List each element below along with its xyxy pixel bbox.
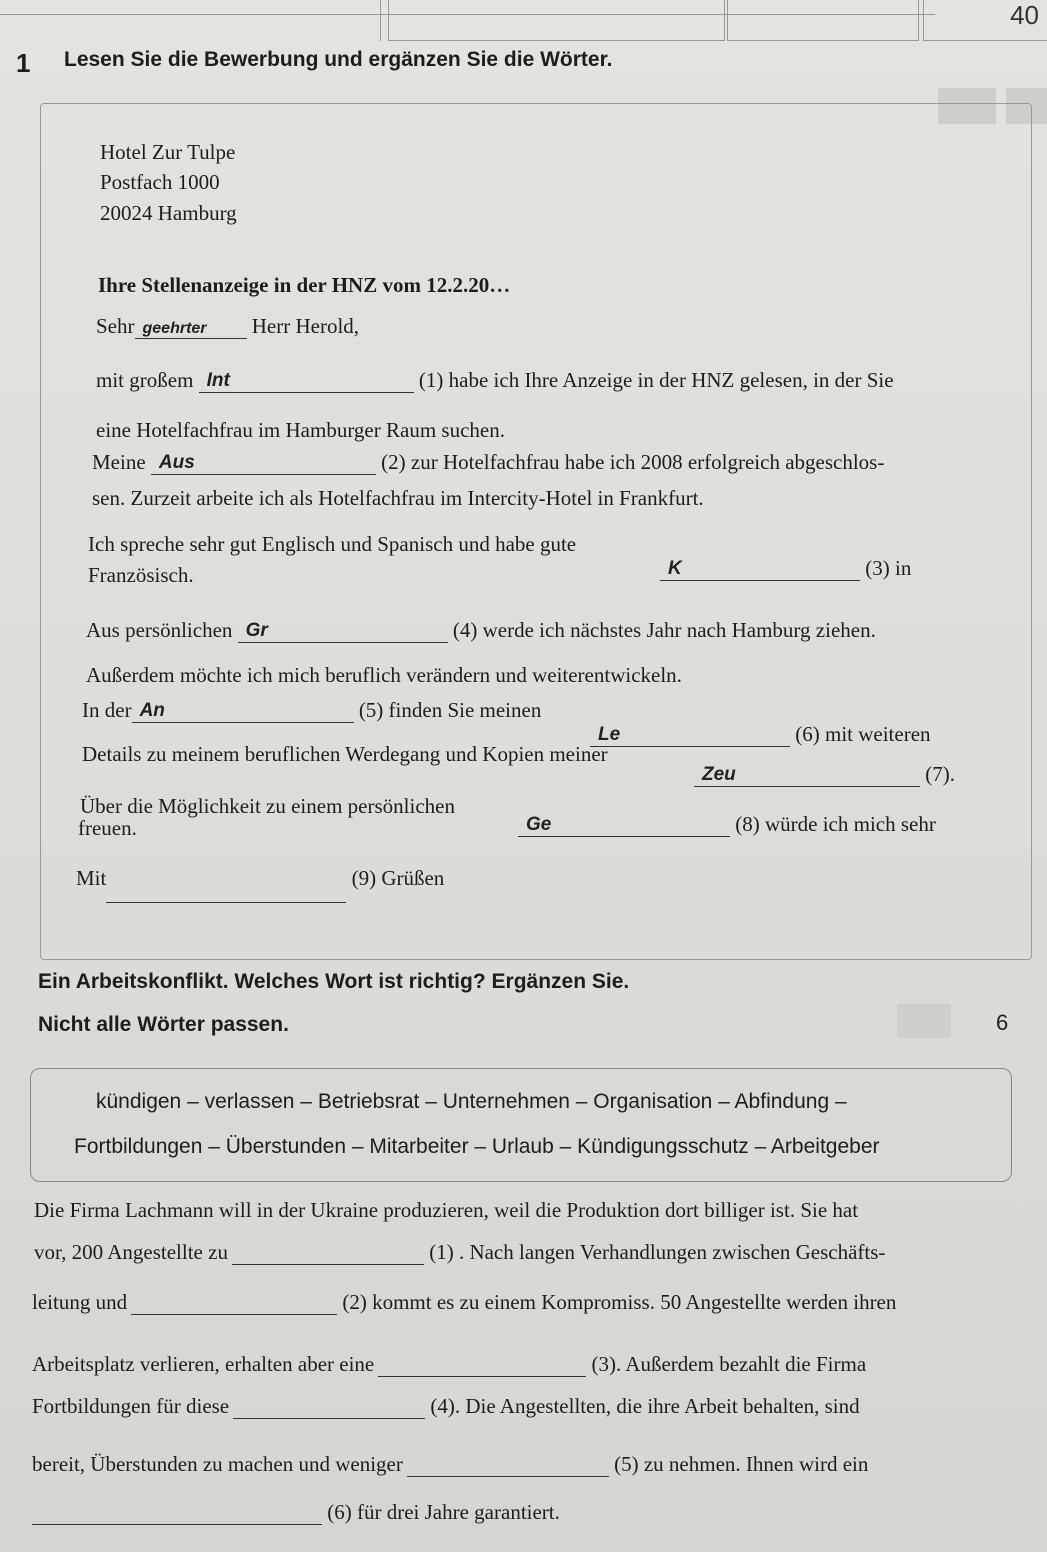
page-number: 40	[1010, 0, 1039, 30]
score-box	[897, 1004, 951, 1038]
answer-gap-3[interactable]	[378, 1354, 586, 1377]
text: (3) in	[865, 556, 912, 580]
letter-line	[86, 618, 876, 643]
word-bank-line: kündigen – verlassen – Betriebsrat – Unternehmen – Organisation – Abfindung –	[96, 1090, 847, 1113]
text-line	[32, 1500, 560, 1525]
text: (8) würde ich mich sehr	[735, 812, 936, 836]
address-line: Hotel Zur Tulpe	[100, 140, 236, 164]
letter-line	[518, 812, 936, 837]
answer-gap-2[interactable]	[131, 1292, 337, 1315]
letter-line	[660, 556, 911, 581]
text: Sehr	[96, 314, 135, 338]
text: mit großem	[96, 368, 194, 392]
answer-gap-3[interactable]	[660, 558, 860, 581]
text: (4) werde ich nächstes Jahr nach Hamburg ziehen.	[452, 618, 876, 642]
text: (7).	[925, 762, 955, 786]
handwritten-answer: Zeu	[702, 764, 736, 785]
text: (9) Grüßen	[351, 866, 445, 890]
answer-gap-6[interactable]	[590, 724, 790, 747]
text: bereit, Überstunden zu machen und weniger	[32, 1452, 403, 1476]
text: Mit	[76, 866, 107, 890]
handwritten-answer: Aus	[158, 452, 195, 473]
word-bank-box	[30, 1068, 1012, 1182]
letter-line: eine Hotelfachfrau im Hamburger Raum suchen.	[96, 418, 505, 442]
text: (6) mit weiteren	[795, 722, 931, 746]
letter-subject: Ihre Stellenanzeige in der HNZ vom 12.2.20…	[98, 273, 511, 297]
text-line	[32, 1352, 866, 1377]
handwritten-answer: geehrter	[142, 320, 207, 337]
letter-line: freuen.	[78, 816, 137, 840]
text: (1) . Nach langen Verhandlungen zwischen Geschäfts-	[429, 1240, 886, 1264]
letter-line	[82, 698, 541, 723]
handwritten-answer: Int	[206, 370, 230, 391]
text: Arbeitsplatz verlieren, erhalten aber eine	[32, 1352, 375, 1376]
answer-gap-2[interactable]	[151, 452, 376, 475]
text: (2) kommt es zu einem Kompromiss. 50 Angestellte werden ihren	[342, 1290, 897, 1314]
text: In der	[82, 698, 132, 722]
text: (2) zur Hotelfachfrau habe ich 2008 erfolgreich abgeschlos-	[381, 450, 885, 474]
answer-gap[interactable]	[135, 316, 247, 339]
text: Aus persönlichen	[86, 618, 233, 642]
text: (6) für drei Jahre garantiert.	[327, 1500, 560, 1524]
text-line	[32, 1394, 860, 1419]
handwritten-answer: Le	[598, 724, 621, 745]
answer-gap-1[interactable]	[232, 1242, 424, 1265]
answer-gap-4[interactable]	[238, 620, 448, 643]
text-line	[32, 1452, 868, 1477]
salutation-line	[96, 314, 359, 339]
address-line: Postfach 1000	[100, 170, 220, 194]
answer-gap-5[interactable]	[407, 1454, 609, 1477]
answer-gap-8[interactable]	[518, 814, 730, 837]
answer-gap-4[interactable]	[233, 1396, 425, 1419]
answer-gap-5[interactable]	[132, 700, 354, 723]
letter-line	[76, 866, 444, 891]
letter-line: Details zu meinem beruflichen Werdegang und Kopien meiner	[82, 742, 608, 766]
task2-title: Ein Arbeitskonflikt. Welches Wort ist richtig? Ergänzen Sie.	[38, 970, 630, 993]
text: Meine	[92, 450, 146, 474]
answer-gap-1[interactable]	[199, 370, 414, 393]
letter-line: Über die Möglichkeit zu einem persönlichen	[80, 794, 455, 818]
handwritten-answer: An	[139, 700, 165, 721]
task-number: 1	[16, 48, 31, 78]
header-cell-divider	[380, 0, 381, 41]
text: vor, 200 Angestellte zu	[34, 1240, 228, 1264]
task-title: Lesen Sie die Bewerbung und ergänzen Sie die Wörter.	[64, 48, 613, 71]
score-value: 6	[996, 1010, 1009, 1035]
text-line	[32, 1290, 896, 1315]
text-line: Die Firma Lachmann will in der Ukraine produzieren, weil die Produktion dort billiger ist. Sie hat	[34, 1198, 859, 1222]
letter-line: sen. Zurzeit arbeite ich als Hotelfachfrau im Intercity-Hotel in Frankfurt.	[92, 486, 704, 510]
task2-subtitle: Nicht alle Wörter passen.	[38, 1013, 289, 1036]
address-line: 20024 Hamburg	[100, 201, 237, 225]
letter-line: Französisch.	[88, 563, 194, 587]
text: Fortbildungen für diese	[32, 1394, 230, 1418]
text: (5) zu nehmen. Ihnen wird ein	[614, 1452, 869, 1476]
handwritten-answer: Ge	[526, 814, 552, 835]
letter-line	[590, 722, 931, 747]
letter-line	[92, 450, 884, 475]
handwritten-answer: K	[668, 558, 682, 579]
letter-line	[694, 762, 955, 787]
answer-gap-6[interactable]	[32, 1502, 322, 1525]
text: (3). Außerdem bezahlt die Firma	[591, 1352, 867, 1376]
answer-gap-9[interactable]	[106, 880, 346, 903]
handwritten-answer: Gr	[245, 620, 268, 641]
text: (1) habe ich Ihre Anzeige in der HNZ gelesen, in der Sie	[418, 368, 894, 392]
text: (4). Die Angestellten, die ihre Arbeit behalten, sind	[430, 1394, 860, 1418]
letter-line: Ich spreche sehr gut Englisch und Spanisch und habe gute	[88, 532, 577, 556]
header-cell	[388, 0, 725, 41]
text: leitung und	[32, 1290, 128, 1314]
text-line	[34, 1240, 885, 1265]
letter-line	[96, 368, 894, 393]
letter-line: Außerdem möchte ich mich beruflich verändern und weiterentwickeln.	[86, 663, 682, 687]
text: Herr Herold,	[251, 314, 360, 338]
word-bank-line: Fortbildungen – Überstunden – Mitarbeiter – Urlaub – Kündigungsschutz – Arbeitgeber	[74, 1135, 880, 1158]
answer-gap-7[interactable]	[694, 764, 920, 787]
text: (5) finden Sie meinen	[358, 698, 542, 722]
header-cell	[727, 0, 919, 41]
